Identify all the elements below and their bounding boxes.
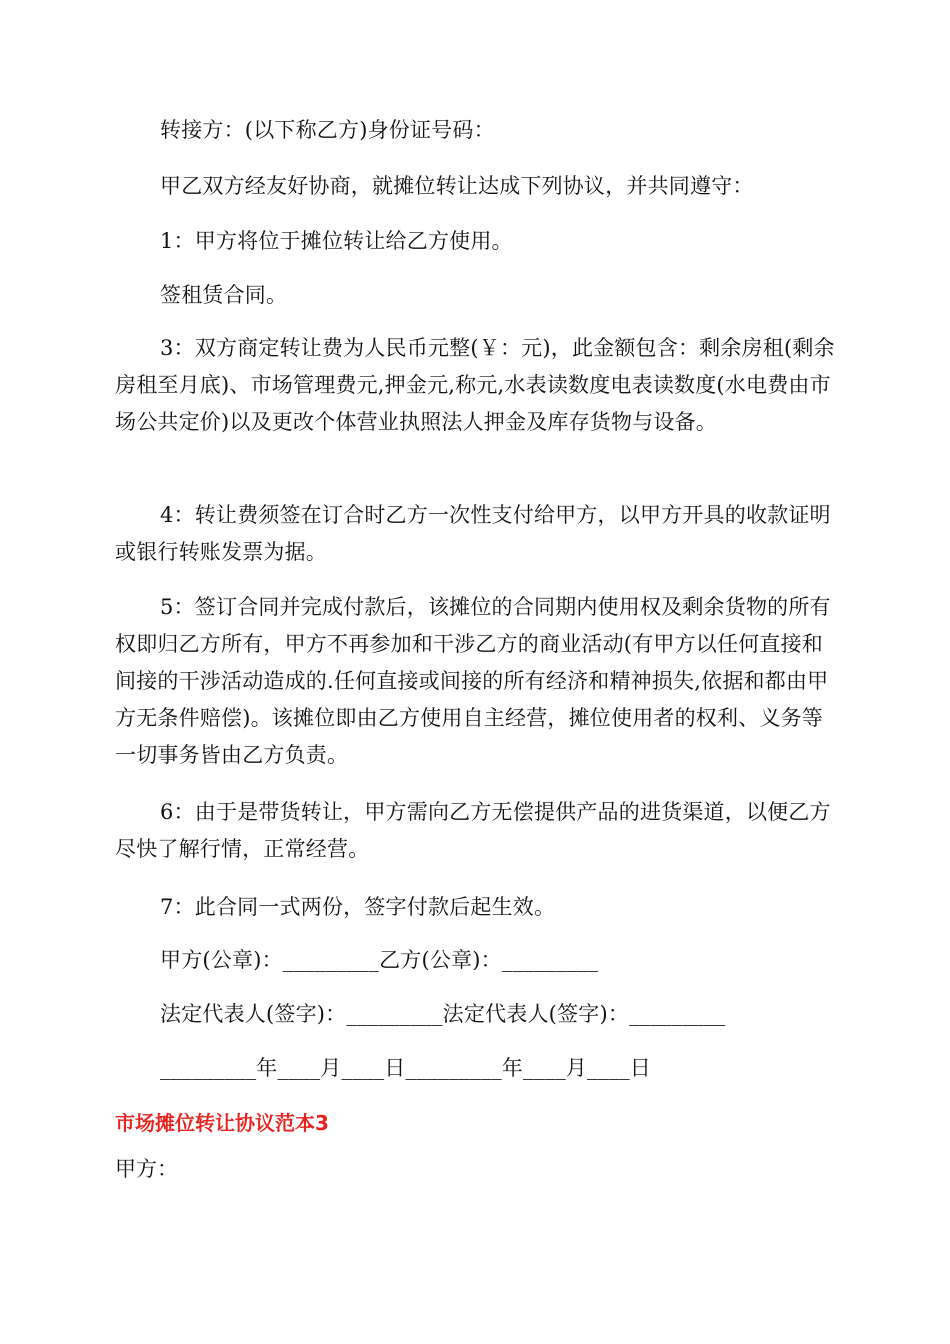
party-a-label: 甲方：: [115, 1157, 178, 1181]
agreement-intro: 甲乙双方经友好协商，就摊位转让达成下列协议，并共同遵守：: [160, 174, 754, 198]
clause-5: 5：签订合同并完成付款后，该摊位的合同期内使用权及剩余货物的所有权即归乙方所有，甲方不再参加和干涉乙方的商业活动(有甲方以任何直接和间接的干涉活动造成的.任何直接或间接的所有经济和精神损失,依据和都由甲方无条件赔偿)。该摊位即由乙方使用自主经营，摊位使用者的权利、义务等一切事务皆由乙方负责。: [115, 595, 831, 767]
clause-6: 6：由于是带货转让，甲方需向乙方无偿提供产品的进货渠道，以便乙方尽快了解行情，正常经营。: [115, 800, 831, 861]
clause-3: 3：双方商定转让费为人民币元整(￥：元)，此金额包含：剩余房租(剩余房租至月底)、市场管理费元,押金元,称元,水表读数度电表读数度(水电费由市场公共定价)以及更改个体营业执照法人押金及库存货物与设备。: [115, 336, 835, 434]
transferee-line: 转接方：(以下称乙方)身份证号码：: [160, 118, 495, 142]
seal-line: 甲方(公章)：_________乙方(公章)：_________: [160, 948, 599, 972]
clause-7: 7：此合同一式两份，签字付款后起生效。: [160, 895, 556, 919]
clause-4: 4：转让费须签在订合时乙方一次性支付给甲方，以甲方开具的收款证明或银行转账发票为据。: [115, 503, 831, 564]
clause-2: 签租赁合同。: [160, 283, 288, 307]
date-line: _________年____月____日_________年____月____日: [160, 1056, 651, 1080]
signature-line: 法定代表人(签字)：_________法定代表人(签字)：_________: [160, 1002, 726, 1026]
section-heading: 市场摊位转让协议范本3: [115, 1111, 329, 1135]
clause-1: 1：甲方将位于摊位转让给乙方使用。: [160, 229, 513, 253]
